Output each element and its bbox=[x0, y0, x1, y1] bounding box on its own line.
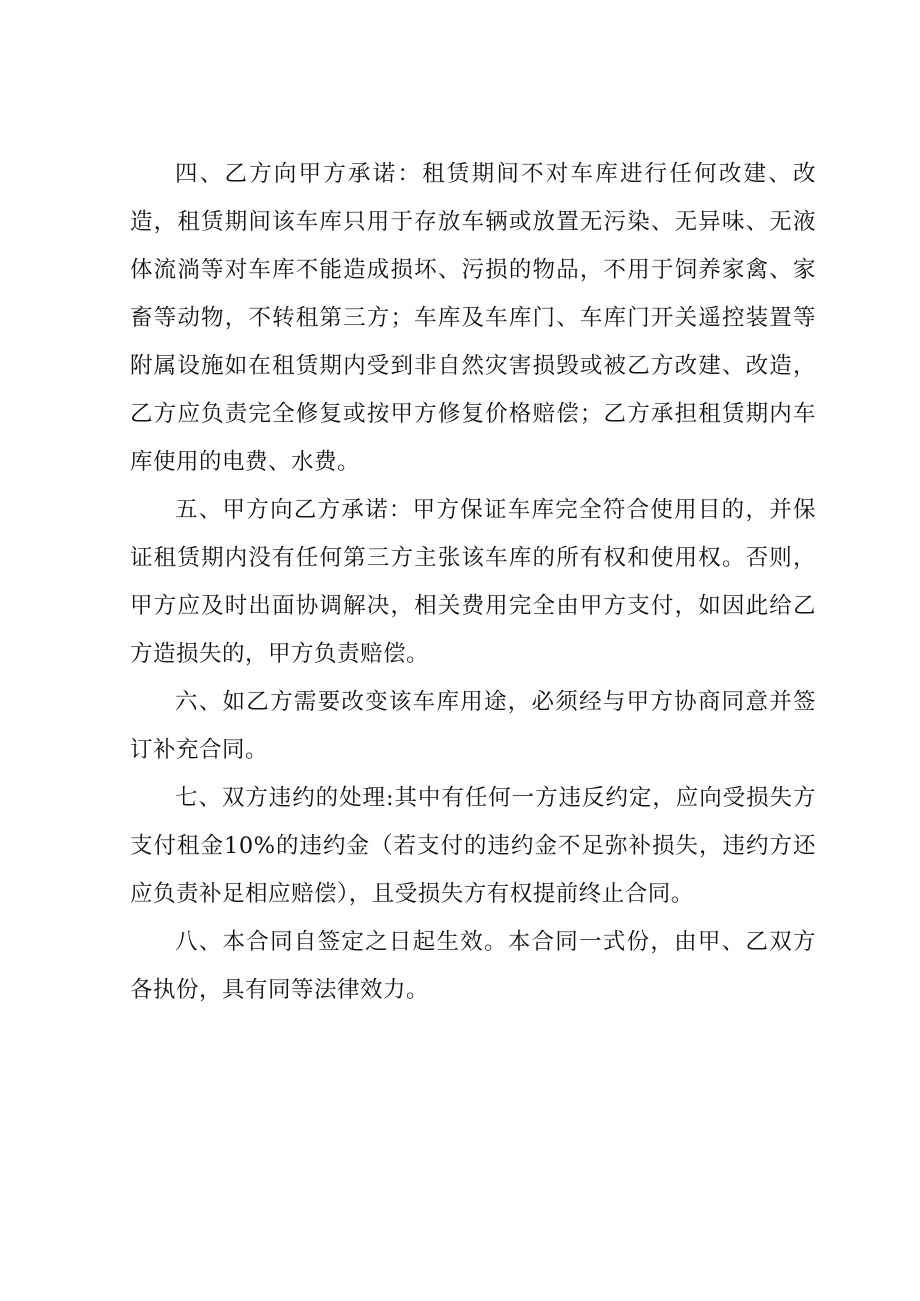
clause-eight-paragraph: 八、本合同自签定之日起生效。本合同一式份，由甲、乙双方各执份，具有同等法律效力。 bbox=[130, 929, 816, 1003]
clause-six-paragraph: 六、如乙方需要改变该车库用途，必须经与甲方协商同意并签订补充合同。 bbox=[130, 689, 816, 763]
clause-five-paragraph: 五、甲方向乙方承诺：甲方保证车库完全符合使用目的，并保证租赁期内没有任何第三方主张该车库的所有权和使用权。否则，甲方应及时出面协调解决，相关费用完全由甲方支付，如因此给乙方造损失的，甲方负责赔偿。 bbox=[130, 497, 816, 667]
clause-four-paragraph: 四、乙方向甲方承诺：租赁期间不对车库进行任何改建、改造，租赁期间该车库只用于存放车辆或放置无污染、无异味、无液体流淌等对车库不能造成损坏、污损的物品，不用于饲养家禽、家畜等动物，不转租第三方；车库及车库门、车库门开关遥控装置等附属设施如在租赁期内受到非自然灾害损毁或被乙方改建、改造，乙方应负责完全修复或按甲方修复价格赔偿；乙方承担租赁期内车库使用的电费、水费。 bbox=[130, 161, 816, 475]
contract-body bbox=[130, 150, 816, 1014]
clause-seven-paragraph: 七、双方违约的处理:其中有任何一方违反约定，应向受损失方支付租金10%的违约金（若支付的违约金不足弥补损失，违约方还应负责补足相应赔偿），且受损失方有权提前终止合同。 bbox=[130, 785, 816, 907]
